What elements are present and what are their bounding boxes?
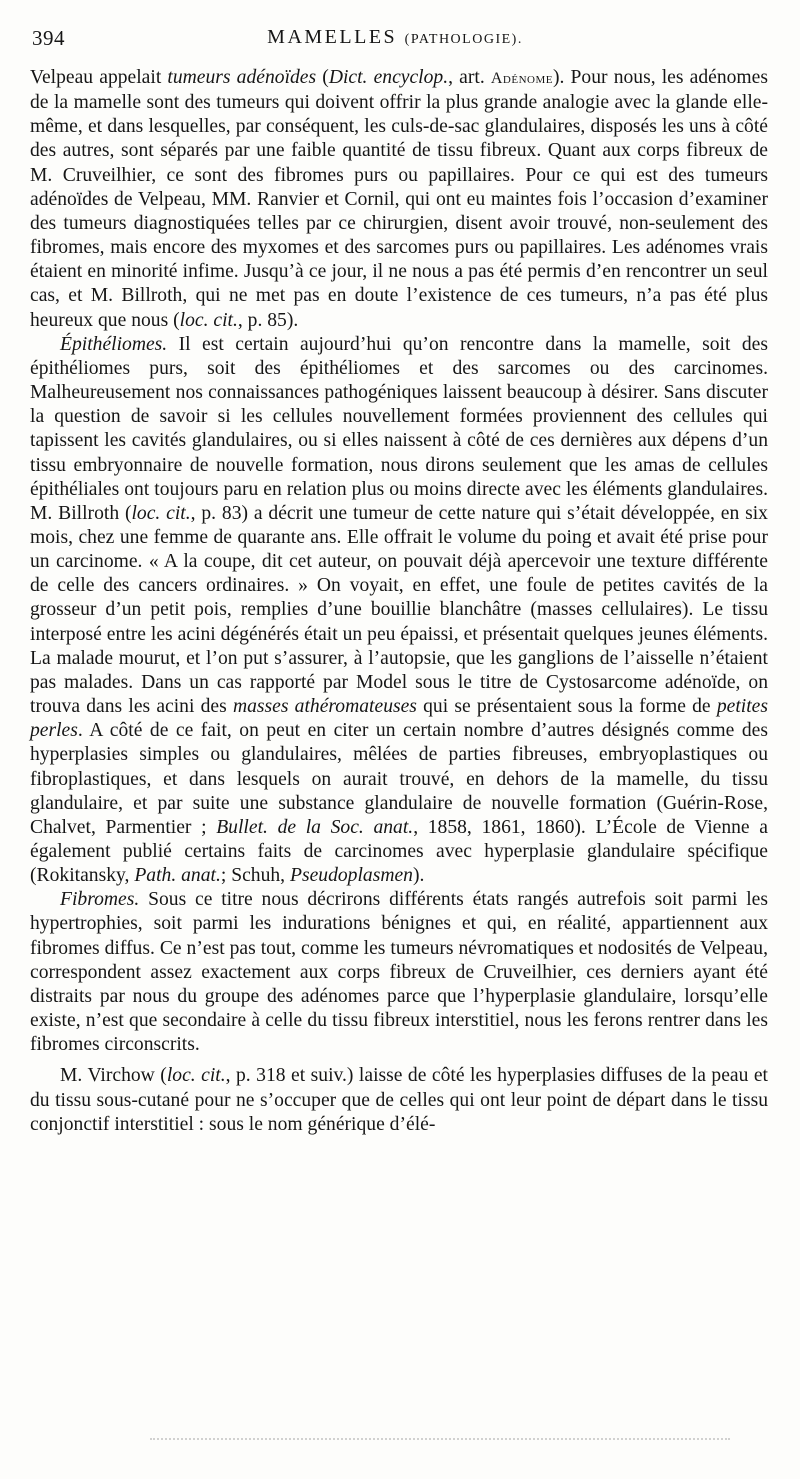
italic-term: petites perles (30, 696, 768, 742)
running-title (30, 26, 760, 49)
text-run: ; Schuh, (220, 865, 290, 887)
text-run: ( (316, 67, 329, 88)
text-run: ). Pour nous, les adénomes de la mamelle sont des tumeurs qui doivent offrir la plus grande analogie avec la glande elle-même, et dans lesquelles, par conséquent, les culs-de-sac glandulaires, disposés les uns à côté des autres, sont séparés par une faible quantité de tissu fibreux. Quant aux corps fibreux de M. Cruveilhier, ce sont des fibromes purs ou papillaires. Pour ce qui est des tumeurs adénoïdes de Velpeau, MM. Ranvier et Cornil, qui ont eu maintes fois l’occasion d’examiner des tumeurs diagnostiquées telles par ce chirurgien, disent avoir trouvé, non-seulement des fibromes, mais encore des myxomes et des sarcomes purs ou papillaires. Les adénomes vrais étaient en minorité infime. Jusqu’à ce jour, il ne nous a pas été permis d’en rencontrer un seul cas, et M. Billroth, qui ne met pas en doute l’existence de ces tumeurs, n’a pas été plus heureux que nous ( (30, 67, 768, 331)
citation-italic: loc. cit. (179, 309, 238, 331)
citation-italic: Bullet. de la Soc. anat. (216, 816, 414, 838)
citation-italic: Dict. encyclop. (328, 67, 449, 88)
text-run: qui se présentaient sous la forme de (416, 696, 717, 718)
text-run: , p. 83) a décrit une tumeur de cette nature qui s’était développée, en six mois, chez une femme de quarante ans. Elle offrait le volume du poing et avait été prise pour un carcinome. « A la coupe, dit cet auteur, on pouvait déjà apercevoir une texture différente de celle des cancers ordinaires. » On voyait, en effet, une foule de petites cavités de la grosseur d’un petit pois, remplies d’une bouillie blanchâtre (masses cellulaires). Le tissu interposé entre les acini dégénérés était un peu épaissi, et présentait quelques jeunes éléments. La malade mourut, et l’on put s’assurer, à l’autopsie, que les ganglions de l’aisselle n’étaient pas malades. Dans un cas rapporté par Model sous le titre de Cystosarcome adénoïde, on trouva dans les acini des (30, 502, 768, 718)
text-run: , p. 85). (237, 309, 299, 331)
citation-italic: loc. cit. (131, 502, 191, 524)
page-number: 394 (32, 26, 65, 50)
section-heading-fibromes: Fibromes. (60, 889, 140, 911)
citation-italic: Path. anat. (134, 865, 221, 887)
text-run: , p. 318 et suiv.) laisse de côté les hyperplasies diffuses de la peau et du tissu sous-cutané pour ne s’occuper que de celles qui ont leur point de départ dans le tissu conjonctif interstitiel : sous le nom générique d’élé- (30, 1065, 769, 1135)
paragraph-virchow (30, 1064, 768, 1136)
text-run: , 1858, 1861, 1860). L’École de Vienne a également publié certains faits de carcinomes avec hyperplasie glandulaire spécifique (Rokitansky, (30, 816, 768, 887)
small-caps-term: Adénome (490, 70, 553, 87)
text-run: ). (412, 865, 425, 887)
paragraph-adenomes (30, 66, 768, 333)
running-title-main: MAMELLES (267, 26, 398, 48)
italic-term: masses athéromateuses (232, 696, 417, 718)
body-text (30, 66, 768, 1137)
section-heading-epitheliomes: Épithéliomes. (60, 333, 168, 355)
paragraph-fibromes (30, 888, 768, 1057)
italic-term: tumeurs adénoïdes (167, 67, 317, 88)
running-header (30, 26, 760, 54)
text-run: Velpeau appelait (30, 67, 168, 88)
text-run: . A côté de ce fait, on peut en citer un certain nombre d’autres désignés comme des hyperplasies simples ou glandulaires, mêlées de parties fibreuses, embryoplastiques ou fibroplastiques, et dans lesquels on aurait trouvé, en dehors de la mamelle, du tissu glandulaire, et par suite une substance glandulaire de nouvelle formation (Guérin-Rose, Chalvet, Parmentier ; (30, 720, 768, 838)
running-title-subtitle: (PATHOLOGIE). (404, 32, 523, 47)
text-run: Sous ce titre nous décrirons différents états rangés autrefois soit parmi les hypertrophies, soit parmi les indurations bénignes et qui, en réalité, appartiennent aux fibromes diffus. Ce n’est pas tout, comme les tumeurs névromatiques et nodosités de Velpeau, correspondent assez exactement aux corps fibreux de Cruveilhier, ces derniers ayant été distraits par nous du groupe des adénomes parce que l’hyperplasie glandulaire, lorsqu’elle existe, n’est que secondaire à celle du tissu fibreux interstitiel, nous les ferons rentrer dans les fibromes circonscrits. (30, 889, 768, 1056)
citation-italic: Pseudoplasmen (289, 865, 413, 887)
footer-rule (150, 1438, 730, 1440)
text-run: , art. (448, 67, 491, 88)
paragraph-epitheliomes (30, 333, 768, 889)
citation-italic: loc. cit. (166, 1065, 226, 1087)
text-run: Il est certain aujourd’hui qu’on rencontre dans la mamelle, soit des épithéliomes purs, soit des épithéliomes et des sarcomes ou des carcinomes. Malheureusement nos connaissances pathogéniques laissent beaucoup à désirer. Sans discuter la question de savoir si les cellules nouvellement formées proviennent des cellules qui tapissent les cavités glandulaires, ou si elles naissent à côté de ces dernières aux dépens d’un tissu embryonnaire de nouvelle formation, nous dirons seulement que les amas de cellules épithéliales ont toujours paru en relation plus ou moins directe avec les éléments glandulaires. M. Billroth ( (30, 333, 768, 524)
text-run: M. Virchow ( (60, 1065, 167, 1087)
